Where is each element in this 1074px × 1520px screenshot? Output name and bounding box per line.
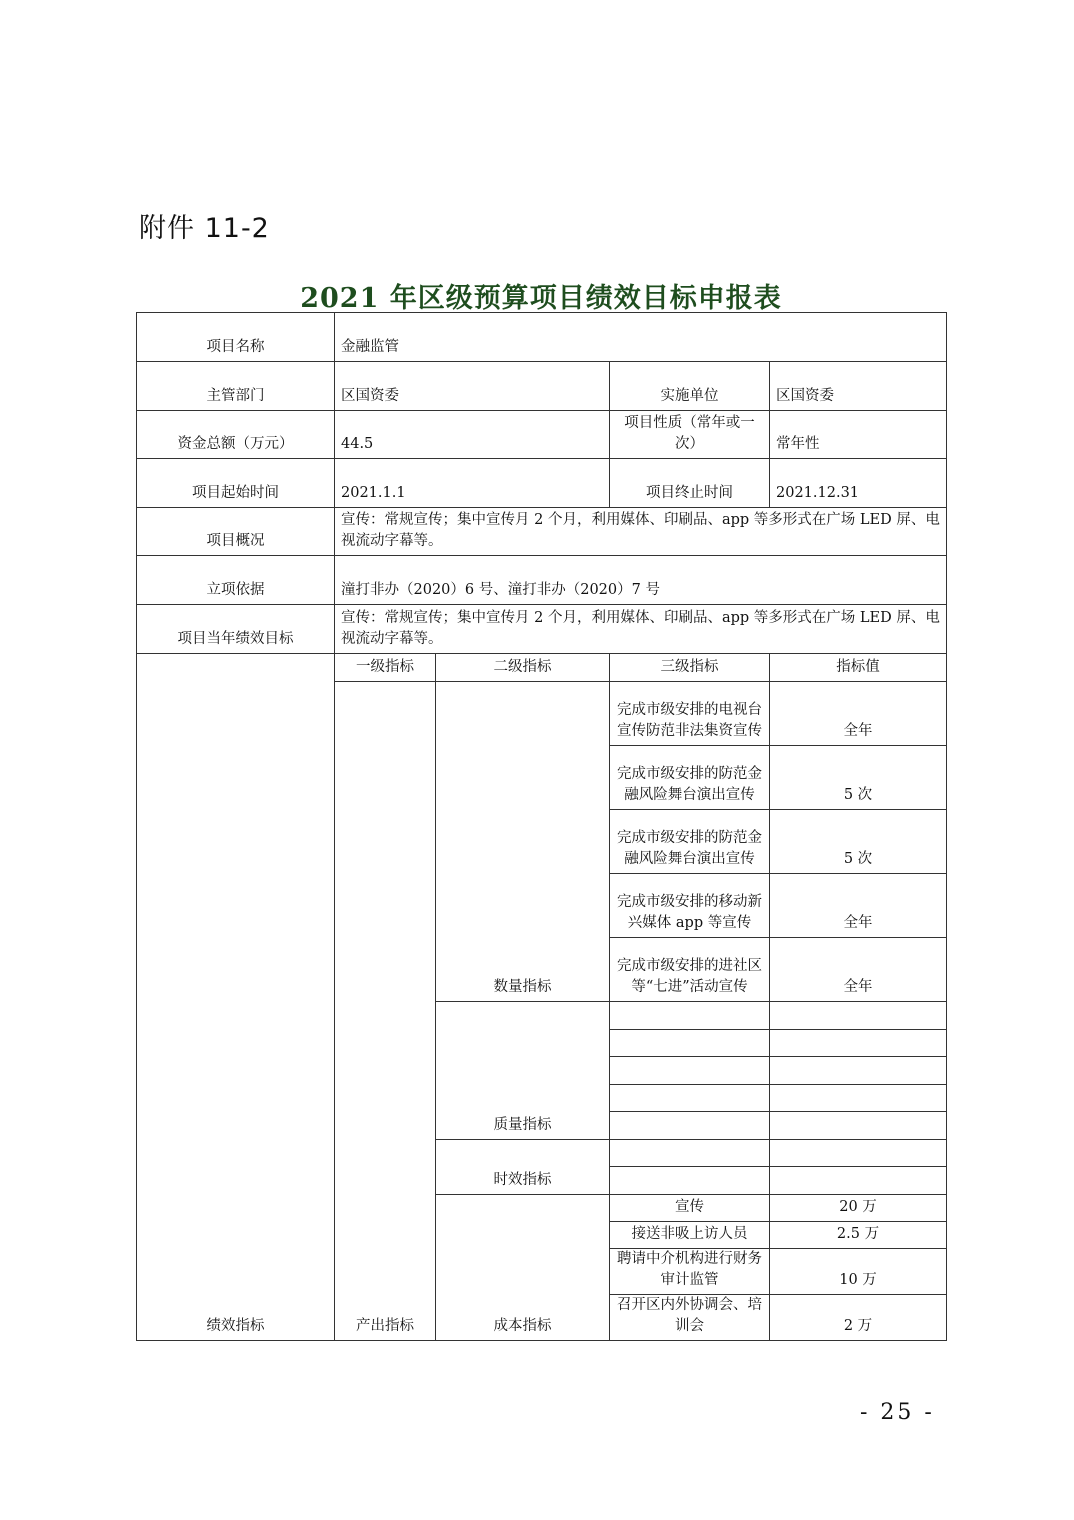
empty-cell: [610, 1140, 770, 1167]
quality-indicator-label: 质量指标: [436, 1002, 610, 1140]
form-title: 2021 年区级预算项目绩效目标申报表: [300, 283, 782, 314]
empty-cell: [770, 1112, 947, 1140]
cost-item-value: 10 万: [770, 1249, 947, 1295]
overview-value: 宣传：常规宣传；集中宣传月 2 个月，利用媒体、印刷品、app 等多形式在广场 LED 屏、电视流动字幕等。: [335, 508, 947, 556]
quantity-item-name: 完成市级安排的移动新兴媒体 app 等宣传: [610, 874, 770, 938]
fund-value: 44.5: [335, 411, 610, 459]
quantity-indicator-label: 数量指标: [436, 682, 610, 1002]
quantity-item-name: 完成市级安排的防范金融风险舞台演出宣传: [610, 810, 770, 874]
empty-cell: [610, 1112, 770, 1140]
empty-cell: [770, 1140, 947, 1167]
row-fund: [137, 411, 947, 459]
row-overview: [137, 508, 947, 556]
empty-cell: [770, 1085, 947, 1112]
attachment-number: 附件 11-2: [139, 213, 270, 244]
project-name-value: 金融监管: [335, 313, 947, 362]
end-label: 项目终止时间: [610, 459, 770, 508]
dept-label: 主管部门: [137, 362, 335, 411]
head-level2: 二级指标: [436, 654, 610, 682]
cost-indicator-label: 成本指标: [436, 1195, 610, 1341]
row-goal: [137, 605, 947, 654]
basis-value: 潼打非办（2020）6 号、潼打非办（2020）7 号: [335, 556, 947, 605]
dept-value: 区国资委: [335, 362, 610, 411]
nature-label: 项目性质（常年或一次）: [610, 411, 770, 459]
cost-item-name: 召开区内外协调会、培训会: [610, 1295, 770, 1341]
empty-cell: [770, 1030, 947, 1057]
cost-item-name: 宣传: [610, 1195, 770, 1222]
output-indicator-label: 产出指标: [335, 682, 436, 1341]
fund-label: 资金总额（万元）: [137, 411, 335, 459]
empty-cell: [610, 1002, 770, 1030]
empty-cell: [770, 1057, 947, 1085]
quantity-item-name: 完成市级安排的电视台宣传防范非法集资宣传: [610, 682, 770, 746]
row-department: [137, 362, 947, 411]
basis-label: 立项依据: [137, 556, 335, 605]
empty-cell: [610, 1030, 770, 1057]
row-project-name: [137, 313, 947, 362]
row-basis: [137, 556, 947, 605]
head-value: 指标值: [770, 654, 947, 682]
empty-cell: [610, 1085, 770, 1112]
project-name-label: 项目名称: [137, 313, 335, 362]
cost-item-value: 2 万: [770, 1295, 947, 1341]
impl-label: 实施单位: [610, 362, 770, 411]
head-level3: 三级指标: [610, 654, 770, 682]
goal-value: 宣传：常规宣传；集中宣传月 2 个月，利用媒体、印刷品、app 等多形式在广场 LED 屏、电视流动字幕等。: [335, 605, 947, 654]
row-period: [137, 459, 947, 508]
start-label: 项目起始时间: [137, 459, 335, 508]
head-level1: 一级指标: [335, 654, 436, 682]
nature-value: 常年性: [770, 411, 947, 459]
goal-label: 项目当年绩效目标: [137, 605, 335, 654]
empty-cell: [610, 1167, 770, 1195]
performance-indicators-label: 绩效指标: [137, 654, 335, 1341]
cost-item-name: 接送非吸上访人员: [610, 1222, 770, 1249]
quantity-item-value: 5 次: [770, 810, 947, 874]
quantity-item-value: 全年: [770, 938, 947, 1002]
page-number: - 25 -: [860, 1400, 935, 1425]
start-value: 2021.1.1: [335, 459, 610, 508]
quantity-item-value: 全年: [770, 682, 947, 746]
row-indicator-head: [137, 654, 947, 682]
quantity-item-name: 完成市级安排的进社区等“七进”活动宣传: [610, 938, 770, 1002]
empty-cell: [770, 1167, 947, 1195]
cost-item-name: 聘请中介机构进行财务审计监管: [610, 1249, 770, 1295]
quantity-item-name: 完成市级安排的防范金融风险舞台演出宣传: [610, 746, 770, 810]
overview-label: 项目概况: [137, 508, 335, 556]
empty-cell: [770, 1002, 947, 1030]
impl-value: 区国资委: [770, 362, 947, 411]
empty-cell: [610, 1057, 770, 1085]
cost-item-value: 2.5 万: [770, 1222, 947, 1249]
cost-item-value: 20 万: [770, 1195, 947, 1222]
quantity-item-value: 全年: [770, 874, 947, 938]
timeliness-indicator-label: 时效指标: [436, 1140, 610, 1195]
end-value: 2021.12.31: [770, 459, 947, 508]
quantity-item-value: 5 次: [770, 746, 947, 810]
performance-form-table: [136, 312, 947, 1341]
